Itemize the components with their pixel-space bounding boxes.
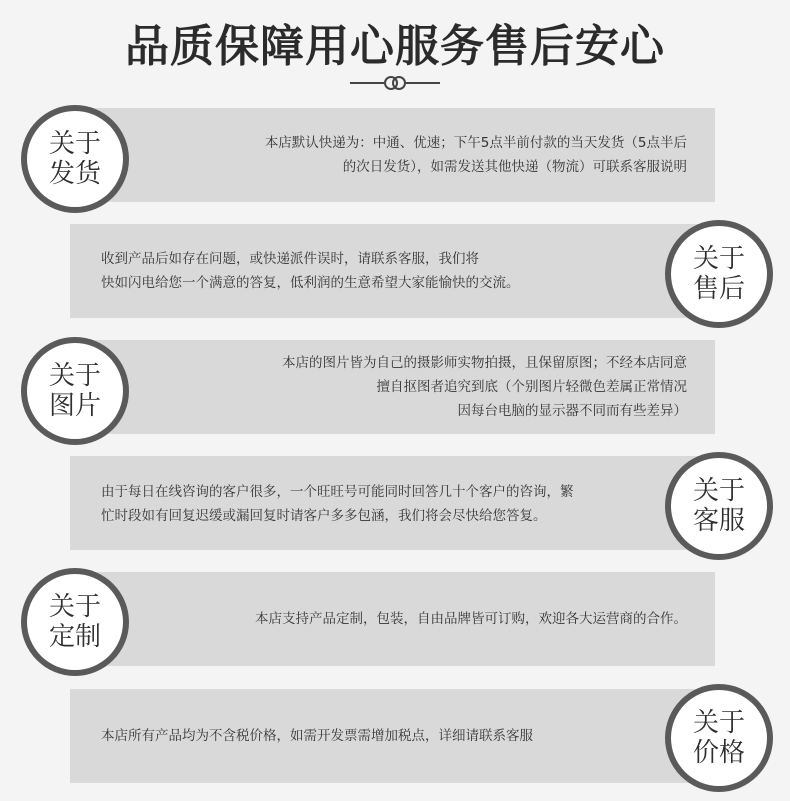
badge-customization-line1: 关于 (48, 592, 101, 622)
images-text-line: 因每台电脑的显示器不同而有些差异） (457, 403, 687, 419)
badge-after-sales (671, 226, 767, 322)
badge-pricing-line2: 价格 (692, 738, 745, 768)
badge-shipping (27, 111, 123, 207)
badge-shipping-line1: 关于 (48, 129, 101, 159)
customization-text-line: 本店支持产品定制，包装，自由品牌皆可订购，欢迎各大运营商的合作。 (255, 611, 687, 627)
after-sales-text-line: 收到产品后如存在问题，或快递派件误时，请联系客服，我们将 (101, 251, 479, 267)
badge-pricing-line1: 关于 (692, 708, 745, 738)
badge-after-sales-line2: 售后 (692, 274, 745, 304)
pricing-text (101, 724, 533, 748)
badge-images-line1: 关于 (48, 361, 101, 391)
customer-service-text (101, 480, 574, 528)
customer-service-text-line: 由于每日在线咨询的客户很多，一个旺旺号可能同时回答几十个客户的咨询，繁 (101, 484, 574, 500)
title-divider-ornament (350, 72, 440, 94)
pricing-text-line: 本店所有产品均为不含税价格，如需开发票需增加税点，详细请联系客服 (101, 728, 533, 744)
badge-after-sales-line1: 关于 (692, 244, 745, 274)
customer-service-text-line: 忙时段如有回复迟缓或漏回复时请客户多多包涵，我们将会尽快给您答复。 (101, 508, 547, 524)
after-sales-text (101, 247, 520, 295)
badge-shipping-line2: 发货 (48, 159, 101, 189)
images-text-line: 本店的图片皆为自己的摄影师实物拍摄，且保留原图；不经本店同意 (282, 355, 687, 371)
badge-pricing (671, 690, 767, 786)
customization-text (255, 607, 687, 631)
badge-customization-line2: 定制 (48, 622, 101, 652)
page-title: 品质保障用心服务售后安心 (125, 21, 665, 72)
images-text (282, 351, 687, 423)
badge-images (27, 343, 123, 439)
after-sales-text-line: 快如闪电给您一个满意的答复，低利润的生意希望大家能愉快的交流。 (101, 275, 520, 291)
shipping-text-line: 的次日发货），如需发送其他快递（物流）可联系客服说明 (342, 159, 687, 175)
images-text-line: 擅自抠图者追究到底（个别图片轻微色差属正常情况 (376, 379, 687, 395)
badge-customer-service-line1: 关于 (692, 476, 745, 506)
badge-customer-service-line2: 客服 (692, 506, 745, 536)
shipping-text-line: 本店默认快递为：中通、优速；下午5点半前付款的当天发货（5点半后 (264, 135, 687, 151)
badge-customization (27, 574, 123, 670)
badge-customer-service (671, 458, 767, 554)
shipping-text (265, 131, 687, 179)
badge-images-line2: 图片 (48, 391, 101, 421)
